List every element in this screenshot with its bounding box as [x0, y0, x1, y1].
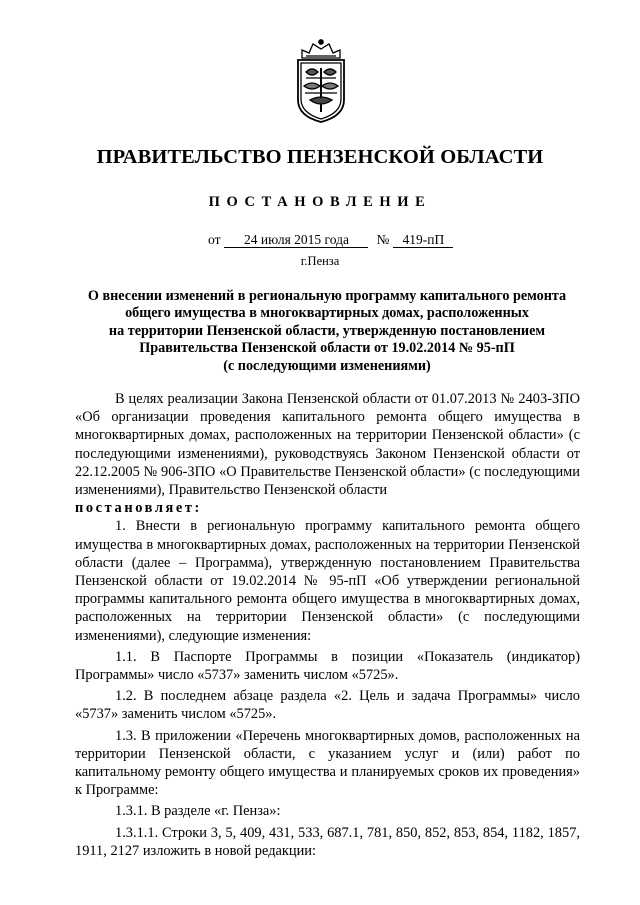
paragraph-1-2: 1.2. В последнем абзаце раздела «2. Цель и задача Программы» число «5737» заменить числом «5725». [75, 688, 580, 723]
title-line: общего имущества в многоквартирных домах, расположенных [125, 305, 529, 322]
paragraph-1-3: 1.3. В приложении «Перечень многоквартирных домов, расположенных на территории Пензенской области, с указанием услуг и (или) работ по капитальному ремонту общего имущества и планируемых сроков их проведения» к Программе: [75, 727, 580, 799]
title-line: О внесении изменений в региональную программу капитального ремонта [87, 288, 567, 304]
document-body [75, 390, 580, 860]
decree-word-paragraph [75, 499, 580, 517]
preamble-paragraph: В целях реализации Закона Пензенской области от 01.07.2013 № 2403-ЗПО «Об организации проведения капитального ремонта общего имущества в многоквартирных домах, расположенных на территории Пензенской области» (с последующими изменениями), руководствуясь Законом Пензенской области от 22.12.2005 № 906-ЗПО «О Правительстве Пензенской области» (с последующими изменениями), Правительство Пензенской области [75, 391, 580, 499]
coat-of-arms-emblem [292, 38, 350, 124]
paragraph-1-1: 1.1. В Паспорте Программы в позиции «Показатель (индикатор) Программы» число «5737» заменить числом «5725». [75, 648, 580, 684]
title-line: (с последующими изменениями) [223, 357, 431, 374]
number-prefix: № [376, 232, 390, 247]
title-line: Правительства Пензенской области от 19.02.2014 № 95-пП [139, 340, 515, 357]
document-number: 419-пП [393, 232, 453, 248]
document-type: ПОСТАНОВЛЕНИЕ [208, 194, 432, 210]
decree-word: постановляет: [75, 500, 202, 517]
organization-name: ПРАВИТЕЛЬСТВО ПЕНЗЕНСКОЙ ОБЛАСТИ [96, 146, 544, 168]
document-title [76, 288, 578, 375]
paragraph-1-3-1: 1.3.1. В разделе «г. Пенза»: [115, 803, 281, 820]
paragraph-1-3-1-1: 1.3.1.1. Строки 3, 5, 409, 431, 533, 687.1, 781, 850, 852, 853, 854, 1182, 1857, 1911, 2127 изложить в новой редакции: [75, 824, 580, 859]
city: г.Пенза [300, 254, 340, 268]
document-date: 24 июля 2015 года [224, 232, 368, 248]
title-line: на территории Пензенской области, утвержденную постановлением [108, 322, 546, 339]
date-prefix: от [208, 232, 221, 247]
paragraph-1: 1. Внести в региональную программу капитального ремонта общего имущества в многоквартирных домах, расположенных на территории Пензенской области (далее – Программа), утвержденную постановлением Правительства Пензенской области от 19.02.2014 № 95-пП «Об утверждении региональной программы капитального ремонта общего имущества в многоквартирных домах, расположенных на территории Пензенской области» (с последующими изменениями), следующие изменения: [75, 518, 580, 644]
date-number-line [208, 232, 453, 248]
